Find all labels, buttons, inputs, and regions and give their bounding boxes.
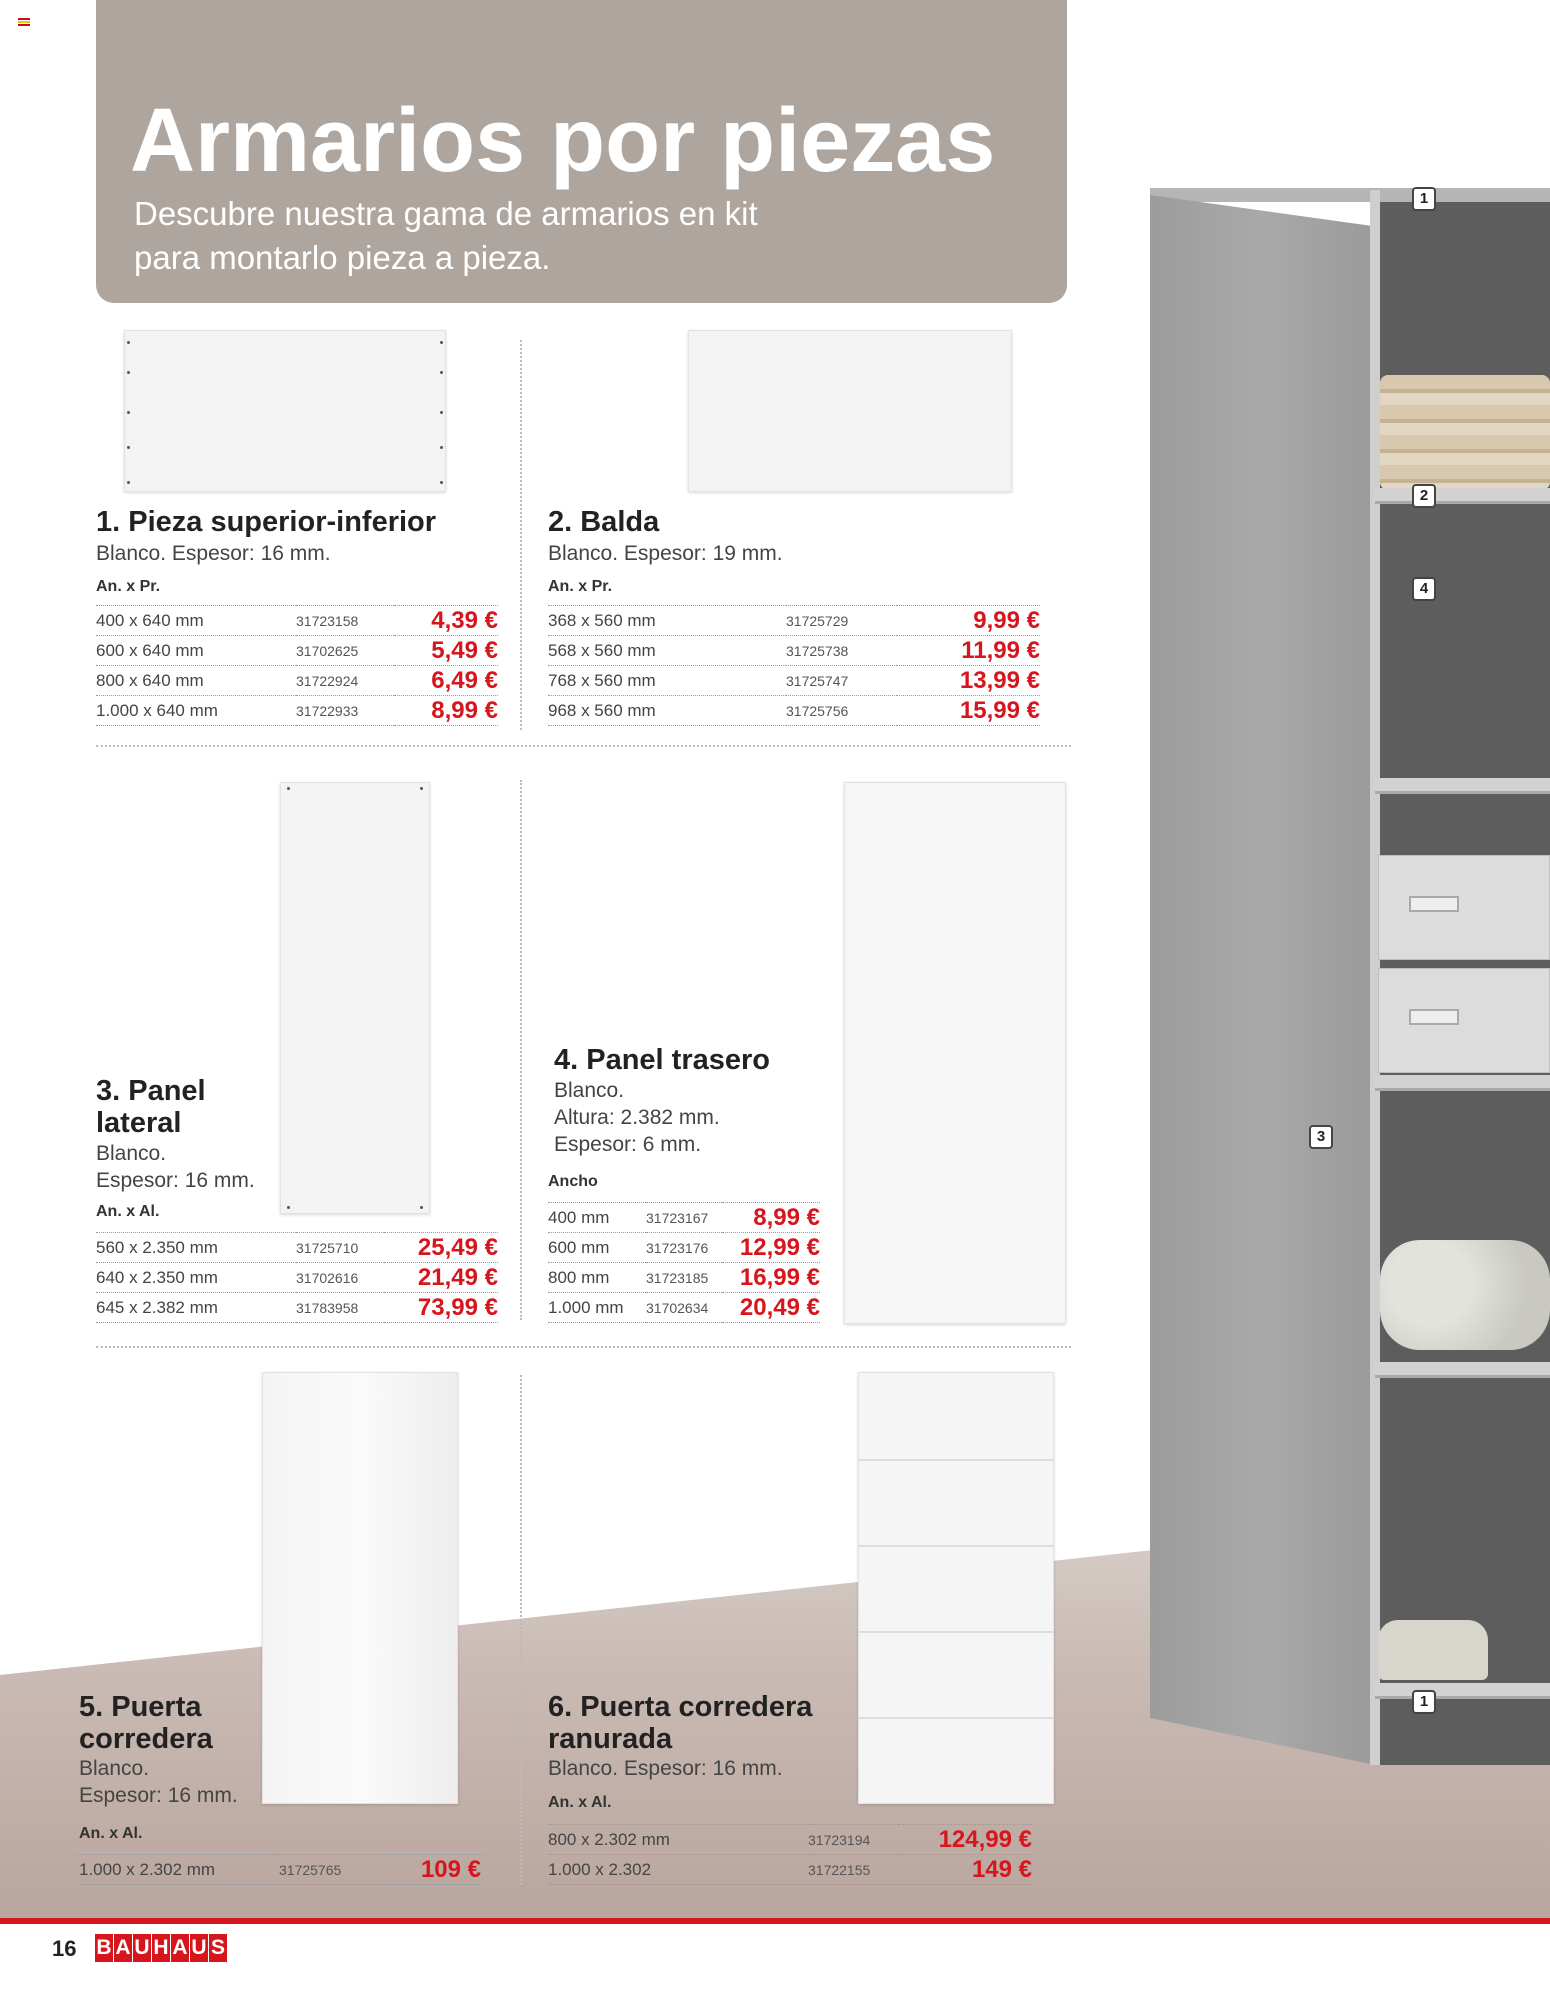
table-row: 768 x 560 mm 31725747 13,99 € <box>548 666 1040 694</box>
header-banner <box>96 0 1067 303</box>
product-image-back-panel <box>844 782 1066 1324</box>
product-description: Blanco. Espesor: 16 mm. <box>79 1757 238 1807</box>
table-row: 968 x 560 mm 31725756 15,99 € <box>548 696 1040 724</box>
shoes-image <box>1378 1620 1488 1680</box>
price-table <box>79 1854 481 1885</box>
price-table <box>96 605 498 726</box>
folded-clothes-image <box>1380 375 1550 490</box>
table-column-header: An. x Al. <box>96 1203 160 1220</box>
wardrobe-side-panel <box>1150 195 1375 1765</box>
table-row: 400 x 640 mm 31723158 4,39 € <box>96 606 498 634</box>
price-table <box>96 1232 498 1323</box>
storage-box-image <box>1378 968 1550 1073</box>
page-number: 16 <box>52 1936 77 1961</box>
product-title: 4. Panel trasero <box>554 1044 770 1076</box>
subtitle-line-1: Descubre nuestra gama de armarios en kit <box>134 195 758 232</box>
table-row: 600 mm 31723176 12,99 € <box>548 1233 820 1261</box>
table-row: 800 mm 31723185 16,99 € <box>548 1263 820 1291</box>
product-image-top-bottom-piece <box>124 330 446 492</box>
table-row: 640 x 2.350 mm 31702616 21,49 € <box>96 1263 498 1291</box>
wardrobe-label: 2 <box>1412 484 1436 508</box>
table-row: 800 x 2.302 mm 31723194 124,99 € <box>548 1825 1032 1853</box>
table-column-header: An. x Al. <box>548 1794 612 1811</box>
product-description: Blanco. Espesor: 16 mm. <box>96 1142 255 1192</box>
product-title: 5. Puerta corredera <box>79 1691 213 1755</box>
wardrobe-label: 1 <box>1412 1690 1436 1714</box>
price-table <box>548 1202 820 1323</box>
column-divider <box>520 780 522 1320</box>
table-row: 368 x 560 mm 31725729 9,99 € <box>548 606 1040 634</box>
flag-icon <box>18 18 30 26</box>
product-image-shelf <box>688 330 1012 492</box>
wardrobe-shelf <box>1375 778 1550 794</box>
table-column-header: An. x Al. <box>79 1825 143 1842</box>
wardrobe-shelf <box>1375 1075 1550 1091</box>
row-divider <box>96 1346 1071 1348</box>
table-column-header: Ancho <box>548 1173 598 1190</box>
cushion-image <box>1380 1240 1550 1350</box>
product-description: Blanco. Espesor: 19 mm. <box>548 542 783 565</box>
table-row: 568 x 560 mm 31725738 11,99 € <box>548 636 1040 664</box>
wardrobe-shelf <box>1375 1683 1550 1699</box>
table-column-header: An. x Pr. <box>548 578 613 595</box>
product-description: Blanco. Espesor: 16 mm. <box>96 542 331 565</box>
product-title: 3. Panel lateral <box>96 1075 206 1139</box>
wardrobe-label: 1 <box>1412 187 1436 211</box>
footer <box>0 1924 1550 2007</box>
product-description: Blanco. Altura: 2.382 mm. Espesor: 6 mm. <box>554 1079 720 1156</box>
row-divider <box>96 745 1071 747</box>
subtitle-line-2: para montarlo pieza a pieza. <box>134 239 551 276</box>
product-description: Blanco. Espesor: 16 mm. <box>548 1757 783 1780</box>
wardrobe-shelf <box>1375 488 1550 504</box>
table-column-header: An. x Pr. <box>96 578 161 595</box>
product-image-grooved-sliding-door <box>858 1372 1054 1804</box>
product-title: 6. Puerta corredera ranurada <box>548 1691 813 1755</box>
price-table <box>548 605 1040 726</box>
page-subtitle <box>134 192 834 280</box>
table-row: 1.000 x 2.302 31722155 149 € <box>548 1855 1032 1883</box>
column-divider <box>520 1375 522 1885</box>
table-row: 1.000 mm 31702634 20,49 € <box>548 1293 820 1321</box>
wardrobe-label: 3 <box>1309 1125 1333 1149</box>
wardrobe-shelf <box>1375 1362 1550 1378</box>
product-image-side-panel <box>280 782 430 1214</box>
table-row: 1.000 x 2.302 mm 31725765 109 € <box>79 1855 481 1883</box>
brand-logo: B A U H A U S <box>95 1934 228 1964</box>
product-image-sliding-door <box>262 1372 458 1804</box>
wardrobe-top <box>1150 188 1550 202</box>
table-row: 800 x 640 mm 31722924 6,49 € <box>96 666 498 694</box>
wardrobe-label: 4 <box>1412 577 1436 601</box>
table-row: 1.000 x 640 mm 31722933 8,99 € <box>96 696 498 724</box>
product-title: 1. Pieza superior-inferior <box>96 506 437 538</box>
product-title: 2. Balda <box>548 506 660 538</box>
page-title: Armarios por piezas <box>130 91 996 191</box>
column-divider <box>520 340 522 730</box>
table-row: 560 x 2.350 mm 31725710 25,49 € <box>96 1233 498 1261</box>
price-table <box>548 1824 1032 1885</box>
storage-box-image <box>1378 855 1550 960</box>
table-row: 645 x 2.382 mm 31783958 73,99 € <box>96 1293 498 1321</box>
table-row: 400 mm 31723167 8,99 € <box>548 1203 820 1231</box>
table-row: 600 x 640 mm 31702625 5,49 € <box>96 636 498 664</box>
